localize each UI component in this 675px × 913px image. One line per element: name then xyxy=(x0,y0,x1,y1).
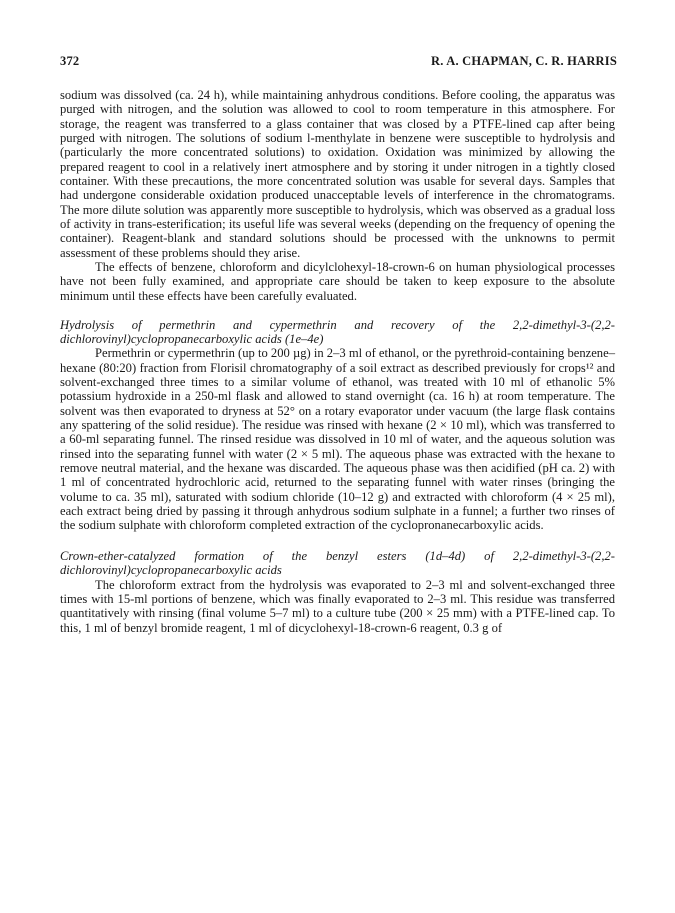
paragraph-esterification-procedure: The chloroform extract from the hydrolysis was evaporated to 2–3 ml and solvent-exchanged three times with 15-ml portions of benzene, which was finally evaporated to 2–3 ml. This residue was transferred quantitatively with rinsing (final volume 5–7 ml) to a culture tube (200 × 25 mm) with a PTFE-lined cap. To this, 1 ml of benzyl bromide reagent, 1 ml of dicyclohexyl-18-crown-6 reagent, 0.3 g of xyxy=(60,577,615,635)
section-heading-hydrolysis: Hydrolysis of permethrin and cypermethrin and recovery of the 2,2-dimethyl-3-(2,2-dichlorovinyl)cyclopropanecarboxylic acids (1e–4e) xyxy=(60,317,615,346)
paragraph-reagent-storage: sodium was dissolved (ca. 24 h), while maintaining anhydrous conditions. Before cooling, the apparatus was purged with nitrogen, and the solution was allowed to cool to room temperature in this atmosphere. For storage, the reagent was transferred to a glass container that was closed by a PTFE-lined cap after being purged with nitrogen. The solutions of sodium l-menthylate in benzene were susceptible to hydrolysis and (particularly the more concentrated solutions) to oxidation. Oxidation was minimized by allowing the prepared reagent to cool in a relatively inert atmosphere and by storing it under nitrogen in a tightly closed container. With these precautions, the more concentrated solution was usable for several days. Samples that had undergone considerable oxidation produced unacceptable levels of interference in the chromatograms. The more dilute solution was apparently more susceptible to hydrolysis, which was observed as a gradual loss of activity in trans-esterification; its useful life was several weeks (depending on the frequency of opening the container). Reagent-blank and standard solutions should be processed with the unknowns to permit assessment of these problems should they arise. xyxy=(60,88,615,260)
page-number: 372 xyxy=(60,54,80,68)
paragraph-safety: The effects of benzene, chloroform and dicylclohexyl-18-crown-6 on human physiological processes have not been fully examined, and appropriate care should be taken to keep exposure to the absolute minimum until these effects have been carefully evaluated. xyxy=(60,260,615,303)
article-body xyxy=(60,88,615,635)
section-heading-benzyl-esters: Crown-ether-catalyzed formation of the benzyl esters (1d–4d) of 2,2-dimethyl-3-(2,2-dichlorovinyl)cyclopropanecarboxylic acids xyxy=(60,548,615,578)
running-head-authors: R. A. CHAPMAN, C. R. HARRIS xyxy=(431,54,617,68)
paragraph-hydrolysis-procedure: Permethrin or cypermethrin (up to 200 µg) in 2–3 ml of ethanol, or the pyrethroid-containing benzene–hexane (80:20) fraction from Florisil chromatography of a soil extract as described previously for crops¹² and solvent-exchanged three times to a similar volume of ethanol, was treated with 10 ml of ethanolic 5% potassium hydroxide in a 250-ml flask and allowed to stand overnight (ca. 16 h) at room temperature. The solvent was then evaporated to dryness at 52° on a rotary evaporator under vacuum (the large flask contains any spattering of the solid residue). The residue was rinsed with hexane (2 × 10 ml), which was transferred to a 60-ml separating funnel. The rinsed residue was dissolved in 10 ml of water, and the aqueous solution was rinsed into the separating funnel with water (2 × 5 ml). The aqueous phase was extracted with the hexane to remove neutral material, and the hexane was discarded. The aqueous phase was then acidified (pH ca. 2) with 1 ml of concentrated hydrochloric acid, returned to the separating funnel with water rinses (bringing the volume to ca. 35 ml), saturated with sodium chloride (10–12 g) and extracted with chloroform (4 × 25 ml), each extract being dried by passing it through anhydrous sodium sulphate in a funnel; a further two rinses of the sodium sulphate with chloroform completed extraction of the cyclopronanecarboxylic acids. xyxy=(60,346,615,533)
